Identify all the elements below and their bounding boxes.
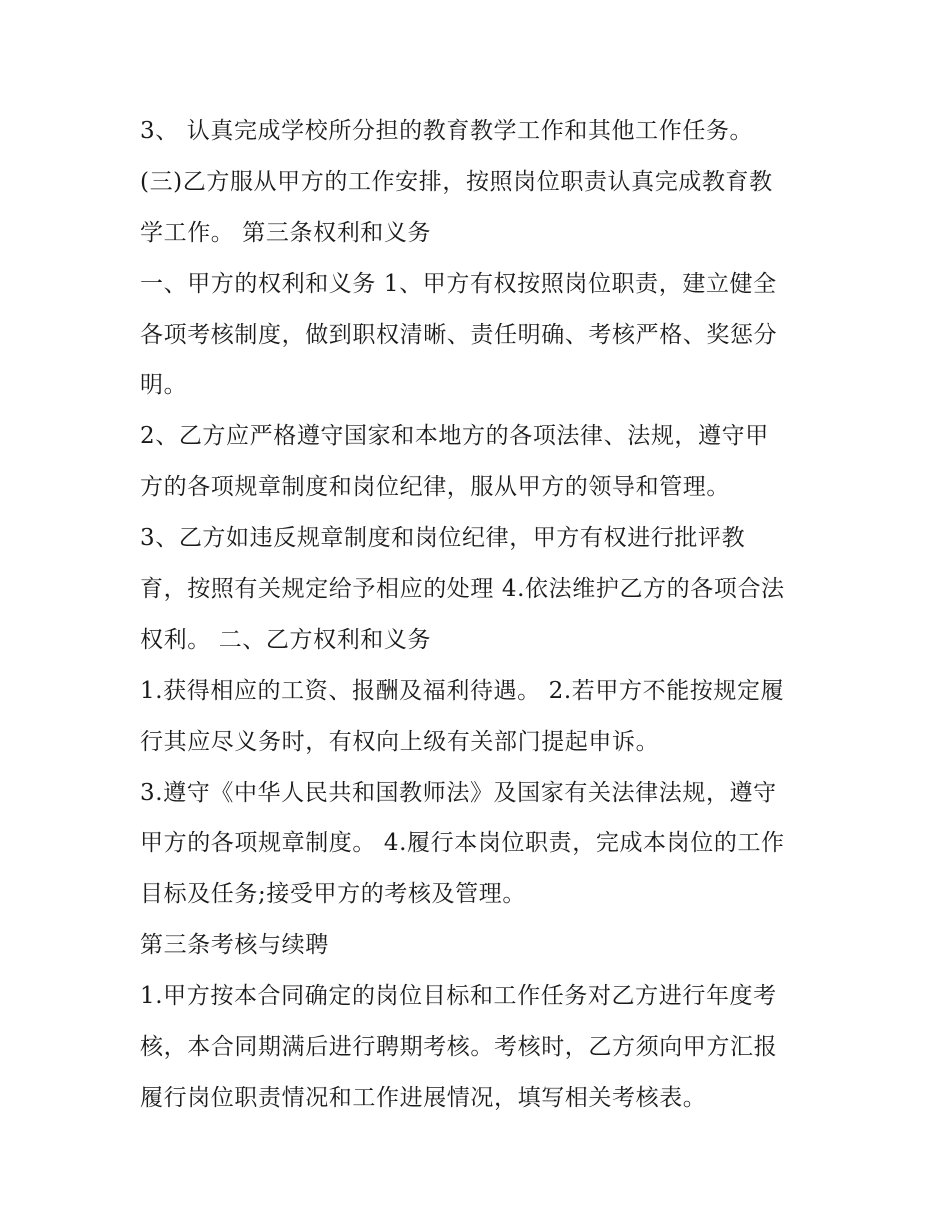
section-heading: 第三条考核与续聘 [140, 932, 329, 959]
text-line: (三)乙方服从甲方的工作安排，按照岗位职责认真完成教育教 [140, 168, 773, 195]
text-line: 3.遵守《中华人民共和国教师法》及国家有关法律法规，遵守 [140, 779, 777, 806]
text-line: 明。 [140, 372, 188, 399]
text-line: 目标及任务;接受甲方的考核及管理。 [140, 881, 526, 908]
text-line: 1.甲方按本合同确定的岗位目标和工作任务对乙方进行年度考 [140, 983, 777, 1010]
text-line: 履行岗位职责情况和工作进展情况，填写相关考核表。 [140, 1084, 707, 1111]
text-line: 核，本合同期满后进行聘期考核。考核时，乙方须向甲方汇报 [140, 1034, 778, 1061]
text-line: 学工作。 第三条权利和义务 [140, 219, 432, 246]
text-line: 一、甲方的权利和义务 1、甲方有权按照岗位职责，建立健全 [140, 270, 777, 297]
text-line: 3、乙方如违反规章制度和岗位纪律，甲方有权进行批评教 [140, 525, 746, 552]
text-line: 权利。 二、乙方权利和义务 [140, 626, 432, 653]
document-body [140, 106, 820, 1124]
text-line: 各项考核制度，做到职权清晰、责任明确、考核严格、奖惩分 [140, 321, 778, 348]
text-line: 3、 认真完成学校所分担的教育教学工作和其他工作任务。 [140, 118, 754, 144]
text-line: 行其应尽义务时，有权向上级有关部门提起申诉。 [140, 728, 660, 755]
text-line: 2、乙方应严格遵守国家和本地方的各项法律、法规，遵守甲 [140, 423, 769, 450]
text-line: 育，按照有关规定给予相应的处理 4.依法维护乙方的各项合法 [140, 576, 785, 603]
text-line: 1.获得相应的工资、报酬及福利待遇。 2.若甲方不能按规定履 [140, 677, 785, 704]
text-line: 方的各项规章制度和岗位纪律，服从甲方的领导和管理。 [140, 474, 730, 501]
text-line: 甲方的各项规章制度。 4.履行本岗位职责，完成本岗位的工作 [140, 830, 785, 857]
